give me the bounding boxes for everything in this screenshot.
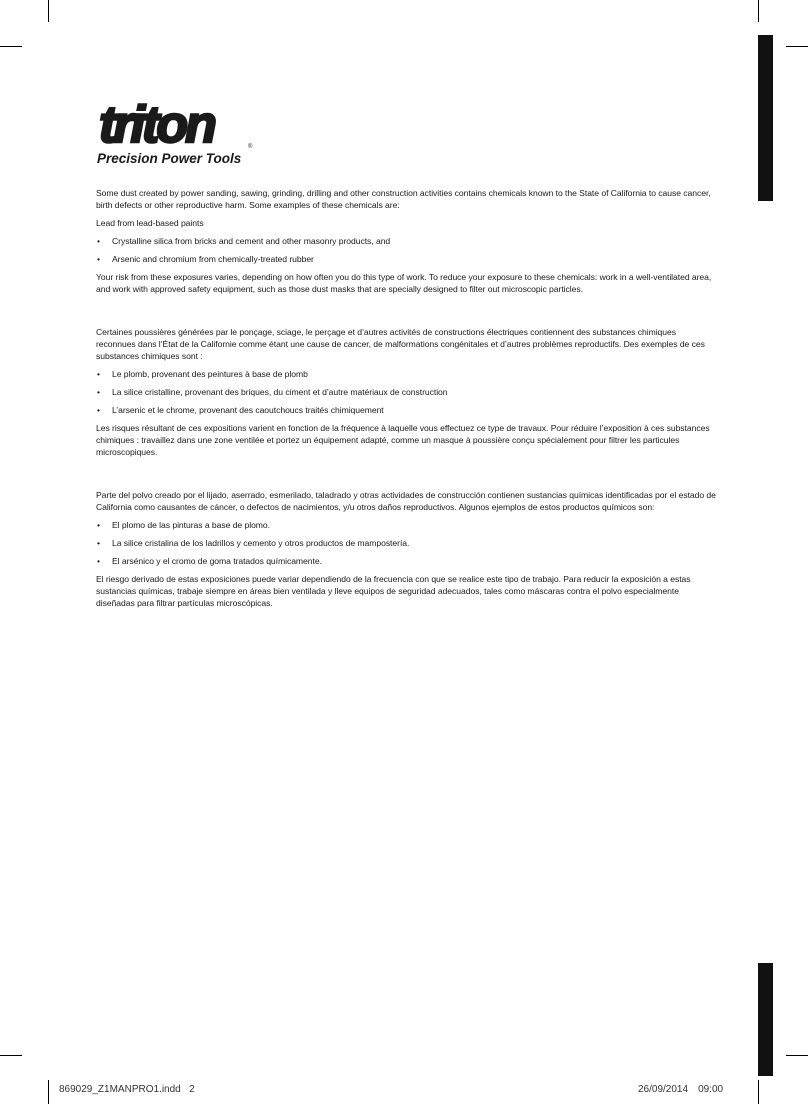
footer-timestamp xyxy=(638,1084,723,1095)
footer-file-name: 869029_Z1MANPRO1.indd 2 xyxy=(59,1084,195,1095)
section-outro: El riesgo derivado de estas exposiciones puede variar dependiendo de la frecuencia con que se realice este tipo de trabajo. Para reducir la exposición a estas sustancias químicas, trabaje siempre en áreas bien ventilada y lleve equipos de seguridad adecuados, tales como máscaras contra el polvo especialmente diseñadas para filtrar partículas microscópicas. xyxy=(96,574,691,608)
chemical-list xyxy=(96,235,716,265)
list-item: • La silice cristalline, provenant des briques, du ciment et d’autre matériaux de construction xyxy=(96,386,716,398)
crop-mark-top-right xyxy=(758,0,759,22)
registration-bar-bottom xyxy=(758,963,773,1076)
list-item: • L’arsenic et le chrome, provenant des caoutchoucs traités chimiquement xyxy=(96,404,716,416)
section-spanish xyxy=(96,489,716,609)
footer-time: 09:00 xyxy=(698,1084,724,1095)
triton-logo xyxy=(97,96,267,170)
section-intro: Certaines poussières générées par le ponçage, sciage, le perçage et d’autres activités de constructions électriques contiennent des substances chimiques reconnues dans l’État de la Californie comme étant une cause de cancer, de malformations congénitales et d’autres problèmes reproductifs. Des exemples de ces substances chimiques sont : xyxy=(96,327,705,361)
section-outro: Your risk from these exposures varies, depending on how often you do this type of work. To reduce your exposure to these chemicals: work in a well-ventilated area, and work with approved safety equipment, such as those dust masks that are specially designed to filter out microscopic particles. xyxy=(96,272,712,294)
registered-mark: ® xyxy=(248,144,253,150)
registration-bar-top xyxy=(758,35,773,201)
crop-mark-bottom-left xyxy=(48,1080,49,1104)
crop-mark-right-top xyxy=(786,46,808,47)
section-intro: Some dust created by power sanding, sawing, grinding, drilling and other construction activities contains chemicals known to the State of California to cause cancer, birth defects or other reproductive harm. Some examples of these chemicals are: xyxy=(96,188,711,210)
chemical-list xyxy=(96,519,716,567)
logo-tagline: Precision Power Tools xyxy=(97,151,242,166)
section-outro: Les risques résultant de ces expositions varient en fonction de la fréquence à laquelle vous effectuez ce type de travaux. Pour réduire l’exposition à ces substances chimiques : travaillez dans une zone ventilée et portez un équipement adapté, comme un masque à poussière conçu spécialement pour filtrer les particules microscopiques. xyxy=(96,423,710,457)
prop65-warning-text xyxy=(96,187,716,615)
list-item: • El plomo de las pinturas a base de plomo. xyxy=(96,519,716,531)
crop-mark-bottom-right xyxy=(758,1080,759,1104)
list-item: • Crystalline silica from bricks and cement and other masonry products, and xyxy=(96,235,716,247)
crop-mark-left-bottom xyxy=(0,1055,22,1056)
section-english xyxy=(96,187,716,295)
logo-wordmark: triton xyxy=(99,96,214,154)
list-item: • El arsénico y el cromo de goma tratados químicamente. xyxy=(96,555,716,567)
list-item: • La silice cristalina de los ladrillos y cemento y otros productos de mampostería. xyxy=(96,537,716,549)
section-french xyxy=(96,326,716,458)
list-item: • Arsenic and chromium from chemically-treated rubber xyxy=(96,253,716,265)
chemical-list xyxy=(96,368,716,416)
triton-logo-graphic xyxy=(97,96,267,170)
crop-mark-right-bottom xyxy=(786,1055,808,1056)
list-item: • Le plomb, provenant des peintures à base de plomb xyxy=(96,368,716,380)
footer-date: 26/09/2014 xyxy=(638,1084,689,1095)
crop-mark-top-left xyxy=(48,0,49,22)
lead-item: Lead from lead-based paints xyxy=(96,218,204,228)
crop-mark-left-top xyxy=(0,46,22,47)
section-intro: Parte del polvo creado por el lijado, aserrado, esmerilado, taladrado y otras actividades de construcción contienen sustancias químicas identificadas por el estado de California como causantes de cáncer, o defectos de nacimientos, y/u otros daños reproductivos. Algunos ejemplos de estos productos químicos son: xyxy=(96,490,716,512)
